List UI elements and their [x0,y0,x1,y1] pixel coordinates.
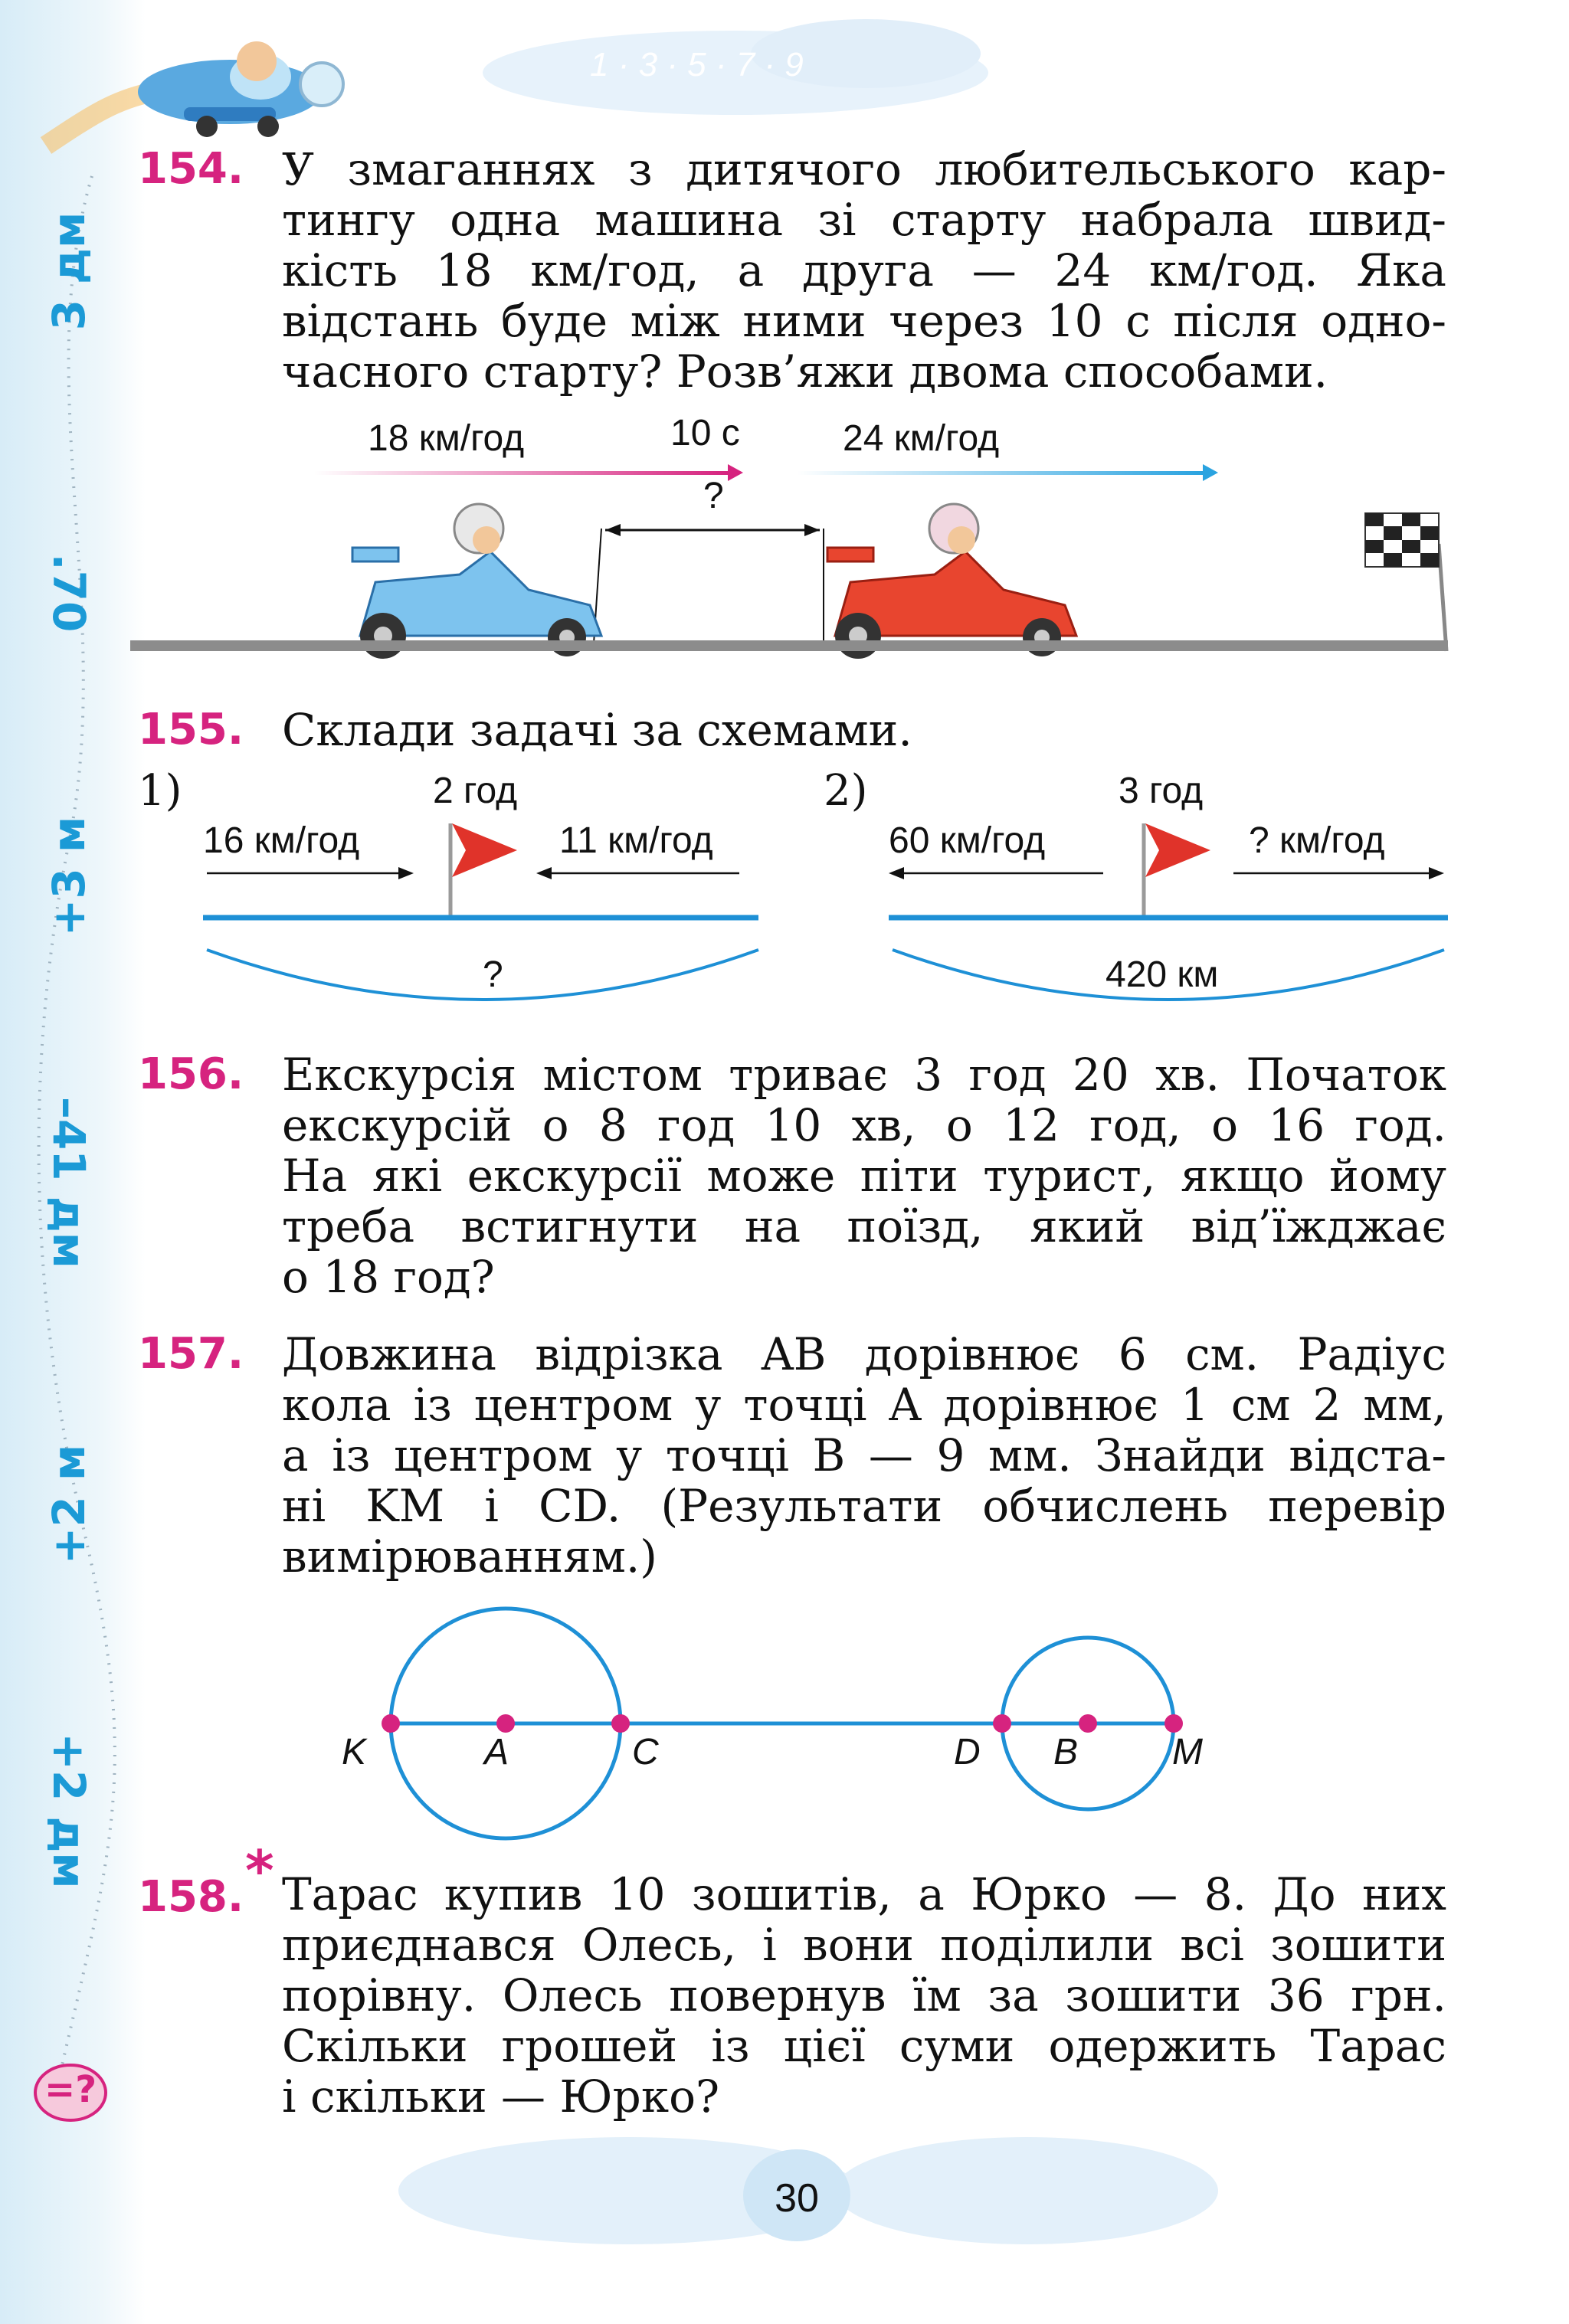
text-line: Склади задачі за схемами. [282,704,912,756]
pink-speed-arrow [314,464,743,481]
scheme-distance: ? [483,954,503,995]
text-line: Тарас купив 10 зошитів, а Юрко — 8. До них [282,1868,1446,1920]
blue-speed-arrow [797,464,1218,481]
text-line: відстань буде між ними через 10 с після одно- [282,295,1446,347]
scheme-1-drawing [138,766,781,1026]
problem-text [282,1869,1446,2122]
text-line: Довжина відрізка AB дорівнює 6 см. Радіус [282,1328,1446,1380]
text-line: кола із центром у точці A дорівнює 1 см 2 мм, [282,1379,1446,1431]
airplane-icon [46,41,343,146]
circle-figure [322,1601,1241,1846]
side-label-41dm: –41 дм [43,1096,95,1269]
flag-icon [450,823,517,915]
scheme-2-drawing [824,766,1467,1026]
problem-number: 158. [138,1872,244,1922]
arrow-apart-left [889,867,1103,879]
point-label-m: M [1172,1732,1203,1772]
scheme-right-speed: 11 км/год [559,820,713,861]
scheme-2 [824,766,1467,1026]
text-line: порівну. Олесь повернув їм за зошити 36 грн. [282,1969,1446,2021]
scheme-left-speed: 16 км/год [203,820,360,861]
problem-text [282,144,1446,397]
bottom-cloud-right [835,2137,1218,2244]
side-label-2m: +2 м [43,1444,95,1565]
checkered-flag-icon [1365,513,1446,651]
side-label-70: .70 [43,553,95,633]
text-line: На які екскурсії може піти турист, якщо йому [282,1150,1446,1202]
problem-number: 156. [138,1049,244,1099]
time-label: 10 с [670,413,740,453]
distance-brace [207,950,758,1000]
scheme-label: 2) [824,766,868,816]
point-k [382,1714,400,1733]
problem-number: 154. [138,144,244,194]
point-label-d: D [954,1732,981,1772]
text-line: Екскурсія містом триває 3 год 20 хв. Початок [282,1049,1446,1101]
speed-right-label: 24 км/год [843,418,1000,459]
point-label-k: K [342,1732,367,1772]
point-label-a: A [484,1732,509,1772]
arrow-towards-right [207,867,414,879]
question-badge-text: =? [44,2068,97,2111]
point-b [1079,1714,1097,1733]
race-drawing [130,398,1463,659]
problem-number: 155. [138,705,244,754]
text-line: і скільки — Юрко? [282,2070,720,2123]
text-line: ні KM і CD. (Результати обчислень перевір [282,1480,1446,1532]
page-number: 30 [775,2176,819,2221]
text-line: а із центром у точці B — 9 мм. Знайди відста- [282,1429,1446,1481]
point-d [993,1714,1011,1733]
gap-question-label: ? [703,476,724,516]
arrow-towards-left [536,867,739,879]
scheme-left-speed: 60 км/год [889,820,1046,861]
star-mark: * [245,1838,274,1903]
problem-text [282,1049,1446,1302]
point-c [611,1714,630,1733]
flag-icon [1144,823,1210,915]
race-figure [130,398,1463,659]
point-label-b: B [1053,1732,1079,1772]
text-line: тингу одна машина зі старту набрала швид- [282,194,1446,246]
scheme-label: 1) [138,766,182,816]
text-line: треба встигнути на поїзд, який від’їжджає [282,1200,1446,1252]
scheme-time: 2 год [433,771,518,811]
scheme-right-speed: ? км/год [1249,820,1385,861]
point-a [496,1714,515,1733]
blue-kart-icon [352,504,601,659]
text-line: кість 18 км/год, а друга — 24 км/год. Яка [282,244,1446,296]
problem-text [282,1329,1446,1582]
text-line: часного старту? Розв’яжи двома способами. [282,345,1328,398]
scheme-1 [138,766,781,1026]
problem-text [282,705,1446,755]
side-label-3dm: 3 дм [43,211,95,331]
text-line: вимірюванням.) [282,1530,657,1583]
red-kart-icon [827,504,1076,659]
text-line: екскурсій о 8 год 10 хв, о 12 год, о 16 год. [282,1099,1446,1151]
point-m [1164,1714,1183,1733]
speed-left-label: 18 км/год [368,418,525,459]
point-label-c: C [632,1732,659,1772]
side-label-2dm: +2 дм [43,1733,95,1889]
scheme-time: 3 год [1119,771,1204,811]
scheme-distance: 420 км [1106,954,1219,995]
header-digits: 1 · 3 · 5 · 7 · 9 [590,46,804,83]
arrow-apart-right [1233,867,1444,879]
text-line: Скільки грошей із цієї суми одержить Тарас [282,2020,1446,2072]
text-line: У змаганнях з дитячого любительського кар- [282,143,1446,195]
text-line: приєднався Олесь, і вони поділили всі зошити [282,1919,1446,1971]
text-line: о 18 год? [282,1251,495,1303]
gap-double-arrow [594,524,824,643]
side-label-3m: +3 м [43,816,95,937]
road [130,640,1448,651]
problem-number: 157. [138,1329,244,1379]
distance-brace [893,950,1444,1000]
